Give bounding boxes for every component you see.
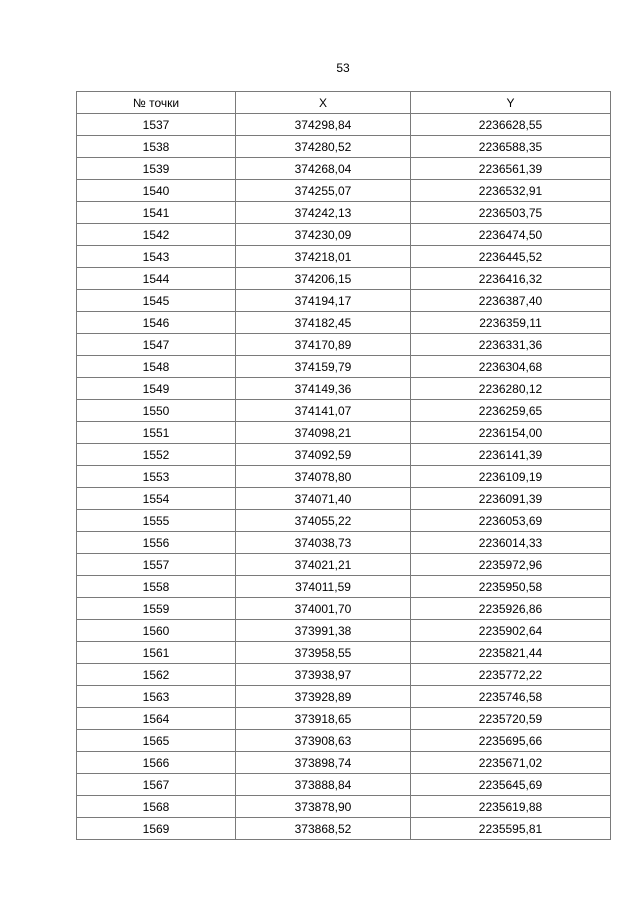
cell-x: 374011,59 bbox=[236, 576, 411, 598]
cell-x: 374182,45 bbox=[236, 312, 411, 334]
cell-x: 374280,52 bbox=[236, 136, 411, 158]
table-row bbox=[77, 334, 611, 356]
cell-y: 2236091,39 bbox=[411, 488, 611, 510]
cell-y: 2235671,02 bbox=[411, 752, 611, 774]
cell-x: 373918,65 bbox=[236, 708, 411, 730]
cell-point-number: 1549 bbox=[77, 378, 236, 400]
table-body bbox=[77, 114, 611, 840]
cell-y: 2236154,00 bbox=[411, 422, 611, 444]
cell-x: 374194,17 bbox=[236, 290, 411, 312]
table-row bbox=[77, 752, 611, 774]
cell-x: 374098,21 bbox=[236, 422, 411, 444]
table-row bbox=[77, 466, 611, 488]
table-row bbox=[77, 488, 611, 510]
cell-point-number: 1558 bbox=[77, 576, 236, 598]
cell-x: 373878,90 bbox=[236, 796, 411, 818]
cell-y: 2236280,12 bbox=[411, 378, 611, 400]
cell-y: 2236331,36 bbox=[411, 334, 611, 356]
cell-x: 373938,97 bbox=[236, 664, 411, 686]
cell-x: 374206,15 bbox=[236, 268, 411, 290]
table-row bbox=[77, 444, 611, 466]
table-row bbox=[77, 686, 611, 708]
cell-y: 2235595,81 bbox=[411, 818, 611, 840]
table-row bbox=[77, 400, 611, 422]
table-row bbox=[77, 774, 611, 796]
cell-point-number: 1538 bbox=[77, 136, 236, 158]
cell-point-number: 1539 bbox=[77, 158, 236, 180]
cell-point-number: 1546 bbox=[77, 312, 236, 334]
table-row bbox=[77, 730, 611, 752]
table-row bbox=[77, 224, 611, 246]
cell-x: 373868,52 bbox=[236, 818, 411, 840]
cell-y: 2236141,39 bbox=[411, 444, 611, 466]
table-row bbox=[77, 818, 611, 840]
cell-x: 374298,84 bbox=[236, 114, 411, 136]
cell-point-number: 1541 bbox=[77, 202, 236, 224]
table-row bbox=[77, 708, 611, 730]
cell-point-number: 1559 bbox=[77, 598, 236, 620]
cell-x: 374071,40 bbox=[236, 488, 411, 510]
cell-x: 374170,89 bbox=[236, 334, 411, 356]
cell-point-number: 1565 bbox=[77, 730, 236, 752]
cell-point-number: 1567 bbox=[77, 774, 236, 796]
cell-point-number: 1553 bbox=[77, 466, 236, 488]
header-y: Y bbox=[411, 92, 611, 114]
cell-y: 2236053,69 bbox=[411, 510, 611, 532]
cell-y: 2236304,68 bbox=[411, 356, 611, 378]
cell-x: 374149,36 bbox=[236, 378, 411, 400]
table-row bbox=[77, 422, 611, 444]
table-row bbox=[77, 356, 611, 378]
cell-y: 2235950,58 bbox=[411, 576, 611, 598]
table-row bbox=[77, 796, 611, 818]
cell-x: 374038,73 bbox=[236, 532, 411, 554]
page-number: 53 bbox=[336, 61, 350, 75]
cell-point-number: 1562 bbox=[77, 664, 236, 686]
cell-point-number: 1545 bbox=[77, 290, 236, 312]
cell-y: 2236445,52 bbox=[411, 246, 611, 268]
cell-point-number: 1566 bbox=[77, 752, 236, 774]
cell-point-number: 1569 bbox=[77, 818, 236, 840]
cell-point-number: 1540 bbox=[77, 180, 236, 202]
cell-y: 2235902,64 bbox=[411, 620, 611, 642]
cell-point-number: 1557 bbox=[77, 554, 236, 576]
cell-x: 374218,01 bbox=[236, 246, 411, 268]
cell-y: 2235746,58 bbox=[411, 686, 611, 708]
cell-y: 2236561,39 bbox=[411, 158, 611, 180]
table-row bbox=[77, 246, 611, 268]
cell-point-number: 1550 bbox=[77, 400, 236, 422]
coordinates-table bbox=[76, 91, 611, 840]
table-row bbox=[77, 554, 611, 576]
cell-point-number: 1544 bbox=[77, 268, 236, 290]
cell-point-number: 1554 bbox=[77, 488, 236, 510]
cell-x: 374092,59 bbox=[236, 444, 411, 466]
cell-x: 374141,07 bbox=[236, 400, 411, 422]
cell-y: 2236416,32 bbox=[411, 268, 611, 290]
table-row bbox=[77, 202, 611, 224]
table-row bbox=[77, 664, 611, 686]
table-row bbox=[77, 576, 611, 598]
cell-y: 2236474,50 bbox=[411, 224, 611, 246]
table-row bbox=[77, 378, 611, 400]
cell-y: 2235972,96 bbox=[411, 554, 611, 576]
cell-x: 374078,80 bbox=[236, 466, 411, 488]
cell-x: 373898,74 bbox=[236, 752, 411, 774]
table-row bbox=[77, 180, 611, 202]
cell-y: 2235772,22 bbox=[411, 664, 611, 686]
table-row bbox=[77, 510, 611, 532]
cell-y: 2236359,11 bbox=[411, 312, 611, 334]
table-row bbox=[77, 114, 611, 136]
cell-point-number: 1547 bbox=[77, 334, 236, 356]
cell-y: 2235619,88 bbox=[411, 796, 611, 818]
table-row bbox=[77, 268, 611, 290]
header-point-number: № точки bbox=[77, 92, 236, 114]
cell-point-number: 1556 bbox=[77, 532, 236, 554]
cell-x: 373888,84 bbox=[236, 774, 411, 796]
cell-y: 2236109,19 bbox=[411, 466, 611, 488]
table-row bbox=[77, 620, 611, 642]
cell-y: 2236628,55 bbox=[411, 114, 611, 136]
table-row bbox=[77, 642, 611, 664]
cell-x: 374055,22 bbox=[236, 510, 411, 532]
table-row bbox=[77, 532, 611, 554]
cell-y: 2235645,69 bbox=[411, 774, 611, 796]
cell-point-number: 1555 bbox=[77, 510, 236, 532]
cell-y: 2236259,65 bbox=[411, 400, 611, 422]
cell-y: 2235926,86 bbox=[411, 598, 611, 620]
table-row bbox=[77, 312, 611, 334]
cell-x: 373908,63 bbox=[236, 730, 411, 752]
cell-point-number: 1548 bbox=[77, 356, 236, 378]
cell-y: 2236532,91 bbox=[411, 180, 611, 202]
cell-point-number: 1537 bbox=[77, 114, 236, 136]
cell-point-number: 1564 bbox=[77, 708, 236, 730]
cell-y: 2235821,44 bbox=[411, 642, 611, 664]
table-row bbox=[77, 290, 611, 312]
cell-x: 373928,89 bbox=[236, 686, 411, 708]
cell-x: 374255,07 bbox=[236, 180, 411, 202]
cell-x: 373958,55 bbox=[236, 642, 411, 664]
table-row bbox=[77, 598, 611, 620]
cell-y: 2236014,33 bbox=[411, 532, 611, 554]
table-row bbox=[77, 136, 611, 158]
cell-x: 374159,79 bbox=[236, 356, 411, 378]
cell-x: 373991,38 bbox=[236, 620, 411, 642]
header-x: X bbox=[236, 92, 411, 114]
cell-y: 2235720,59 bbox=[411, 708, 611, 730]
table-row bbox=[77, 158, 611, 180]
cell-y: 2236588,35 bbox=[411, 136, 611, 158]
cell-point-number: 1560 bbox=[77, 620, 236, 642]
cell-x: 374242,13 bbox=[236, 202, 411, 224]
cell-point-number: 1561 bbox=[77, 642, 236, 664]
cell-y: 2236387,40 bbox=[411, 290, 611, 312]
cell-y: 2236503,75 bbox=[411, 202, 611, 224]
cell-point-number: 1552 bbox=[77, 444, 236, 466]
cell-x: 374230,09 bbox=[236, 224, 411, 246]
table-header-row bbox=[77, 92, 611, 114]
cell-x: 374021,21 bbox=[236, 554, 411, 576]
cell-y: 2235695,66 bbox=[411, 730, 611, 752]
cell-x: 374268,04 bbox=[236, 158, 411, 180]
cell-point-number: 1543 bbox=[77, 246, 236, 268]
cell-x: 374001,70 bbox=[236, 598, 411, 620]
cell-point-number: 1551 bbox=[77, 422, 236, 444]
cell-point-number: 1563 bbox=[77, 686, 236, 708]
cell-point-number: 1542 bbox=[77, 224, 236, 246]
cell-point-number: 1568 bbox=[77, 796, 236, 818]
